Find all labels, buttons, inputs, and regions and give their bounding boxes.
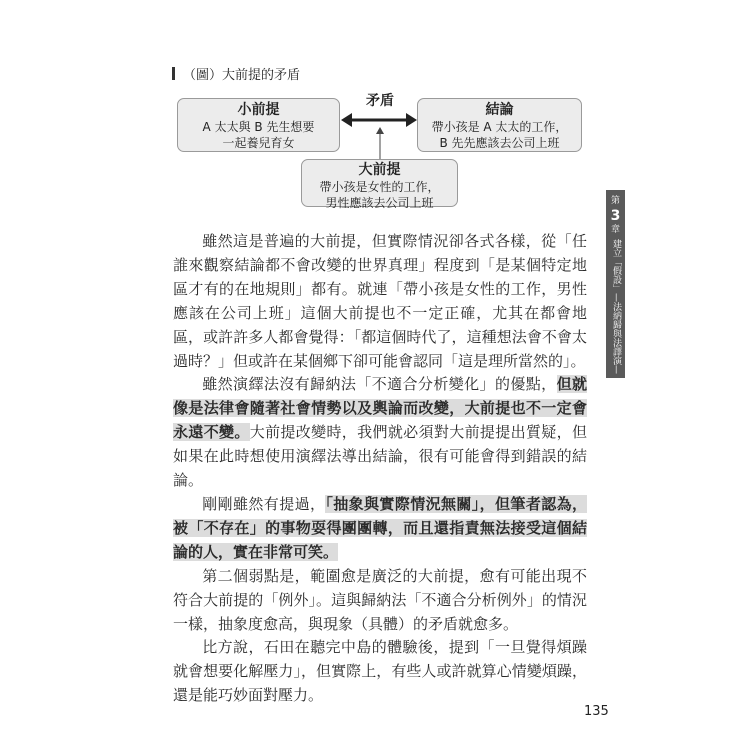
major-premise-heading: 大前提	[358, 162, 401, 178]
body-text	[173, 230, 587, 708]
chapter-number: 3	[610, 208, 621, 224]
major-premise-line2: 男性應該去公司上班	[325, 196, 434, 210]
paragraph-2-part-c: 大前提改變時，我們就必須對大前提提出質疑，但如果在此時想使用演繹法導出結論，很有可能會得到錯誤的結論。	[173, 423, 587, 490]
paragraph-2-highlight: 但就像是法律會隨著社會情勢以及輿論而改變，大前提也不一定會永遠不變。	[173, 375, 587, 442]
contradiction-arrowhead-left	[341, 113, 352, 127]
contradiction-label: 矛盾	[366, 93, 394, 109]
chapter-prefix: 第	[610, 196, 620, 206]
minor-premise-line1: A 太太與 B 先生想要	[202, 120, 315, 134]
paragraph-3-highlight: 「抽象與實際情況無關」，但筆者認為，被「不存在」的事物耍得團團轉，而且還指責無法接受這個結論的人，實在非常可笑。	[173, 494, 587, 561]
conclusion-line1: 帶小孩是 A 太太的工作，	[431, 120, 568, 134]
chapter-title: 建立「假設」	[611, 239, 621, 293]
paragraph-3	[173, 493, 587, 565]
paragraph-3-part-a: 剛剛雖然有提過，	[202, 494, 326, 513]
major-premise-box	[301, 159, 458, 210]
contradiction-arrowhead-right	[406, 113, 417, 127]
paragraph-2	[173, 373, 587, 493]
page-number: 135	[584, 704, 609, 719]
paragraph-2-part-a: 雖然演繹法沒有歸納法「不適合分析變化」的優點，	[202, 375, 557, 394]
paragraph-5: 比方說，石田在聽完中島的體驗後，提到「一旦覺得煩躁就會想要化解壓力」，但實際上，有些人或許就算心情變煩躁，還是能巧妙面對壓力。	[173, 638, 587, 705]
minor-premise-box	[177, 98, 340, 152]
paragraph-4: 第二個弱點是，範圍愈是廣泛的大前提，愈有可能出現不符合大前提的「例外」。這與歸納法「不適合分析例外」的情況一樣，抽象度愈高，與現象（具體）的矛盾就愈多。	[173, 566, 587, 633]
chapter-subtitle: —法納歸與法譯演—	[611, 293, 621, 374]
conclusion-box	[417, 98, 582, 152]
chapter-side-tab	[606, 190, 625, 378]
major-connector-arrowhead	[376, 127, 384, 134]
chapter-suffix: 章	[610, 225, 620, 235]
conclusion-heading: 結論	[485, 102, 514, 118]
minor-premise-heading: 小前提	[237, 102, 280, 118]
minor-premise-line2: 一起養兒育女	[222, 136, 295, 150]
figure-title-text: （圖）大前提的矛盾	[183, 67, 301, 83]
paragraph-1: 雖然這是普遍的大前提，但實際情況卻各式各樣，從「任誰來觀察結論都不會改變的世界真理」程度到「是某個特定地區才有的在地規則」都有。就連「帶小孩是女性的工作，男性應該在公司上班」這個大前提也不一定正確，尤其在都會地區，或許許多人都會覺得：「都這個時代了，這種想法會不會太過時？」但或許在某個鄉下卻可能會認同「這是理所當然的」。	[173, 232, 587, 370]
major-premise-line1: 帶小孩是女性的工作，	[319, 180, 440, 194]
conclusion-line2: B 先先應該去公司上班	[439, 136, 560, 150]
